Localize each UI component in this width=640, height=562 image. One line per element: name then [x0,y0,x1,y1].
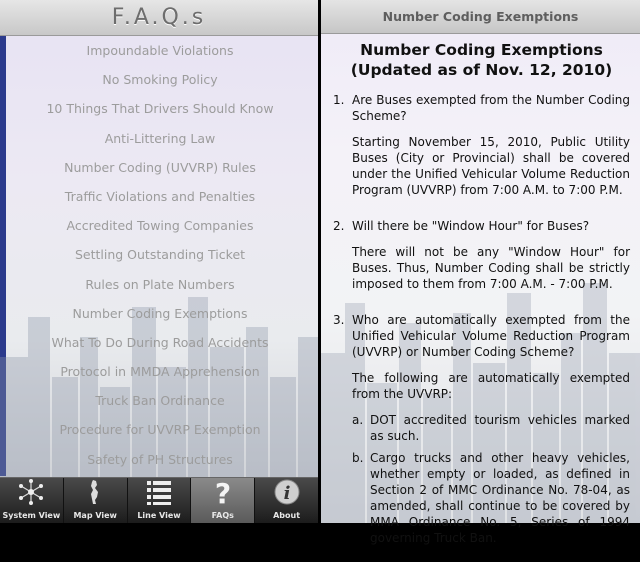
tab-label: System View [2,511,61,520]
faq-list-pane [0,0,318,523]
tab-map-view[interactable] [64,478,128,523]
sub-item-number: a. [352,413,364,427]
article-title: Number Coding Exemptions (Updated as of Nov. 12, 2010) [350,41,613,79]
article-header [321,0,640,34]
faq-header [0,0,318,36]
qa-list [333,92,630,552]
qa-number: 2. [333,219,345,233]
question-text: Will there be "Window Hour" for Buses? [352,219,590,233]
faq-list-item[interactable]: Accredited Towing Companies [66,218,254,234]
article-body [333,40,630,562]
page-title: F.A.Q.s [111,5,207,30]
faq-list-item[interactable]: Number Coding Exemptions [72,305,248,321]
faq-list-item[interactable]: Impoundable Violations [86,43,234,58]
tab-about[interactable] [255,478,318,523]
article-header-title: Number Coding Exemptions [382,9,579,24]
answer-text: The following are automatically exempted from the UVVRP: [352,371,630,401]
faq-list [8,36,312,474]
faq-list-item[interactable]: Procedure for UVVRP Exemption [59,422,261,438]
answer-text: Starting November 15, 2010, Public Utility Buses (City or Provincial) shall be covered under the Unified Vehicular Volume Reduction Program (UVVRP) from 7:00 A.M. to 7:00 P.M. [352,135,630,197]
sub-item [352,412,630,444]
svg-text:i: i [283,483,290,504]
qa-body [352,92,630,208]
bottom-tab-bar [0,477,318,523]
faq-list-item[interactable]: Safety of PH Structures [87,451,233,467]
faq-list-item[interactable]: Protocol in MMDA Apprehension [60,364,260,380]
sub-item-number: b. [352,451,364,465]
info-icon [272,478,302,511]
map-icon [80,478,110,511]
faq-list-item[interactable]: Truck Ban Ordinance [95,393,225,409]
question-text: Who are automatically exempted from the Unified Vehicular Volume Reduction Program (UVVRP) or Number Coding Scheme? [352,313,630,359]
question-text: Are Buses exempted from the Number Coding Scheme? [352,93,630,123]
tab-label: Line View [137,511,181,520]
faq-list-item[interactable]: No Smoking Policy [102,72,218,88]
svg-text:?: ? [214,477,231,510]
list-icon [144,478,174,511]
faq-list-item[interactable]: Traffic Violations and Penalties [64,188,256,204]
qa-body [352,218,630,302]
network-icon [16,478,46,511]
question-icon [208,478,238,511]
faq-list-item[interactable]: Settling Outstanding Ticket [74,247,246,263]
qa-number: 3. [333,313,345,327]
article-pane [321,0,640,545]
faq-list-item[interactable]: Anti-Littering Law [104,130,216,146]
faq-list-item[interactable]: Rules on Plate Numbers [85,276,235,292]
qa-item [333,218,630,302]
faq-list-item[interactable]: What To Do During Road Accidents [51,334,269,350]
qa-body [352,312,630,552]
sub-item [352,450,630,546]
sub-item-text: DOT accredited tourism vehicles marked as such. [370,413,630,443]
sub-item-text: Cargo trucks and other heavy vehicles, whether empty or loaded, as defined in Section 2 of MMC Ordinance No. 78-04, as amended, shall continue to be covered by MMA Ordinance No. 5, Series of 1994 governing Truck Ban. [370,451,630,545]
answer-text: There will not be any "Window Hour" for Buses. Thus, Number Coding shall be strictly imposed to them from 7:00 A.M. - 7:00 P.M. [352,245,630,291]
tab-label: FAQs [211,511,234,520]
qa-item [333,92,630,208]
tab-faqs[interactable] [191,478,255,523]
tab-label: About [273,511,301,520]
faq-list-item[interactable]: 10 Things That Drivers Should Know [46,101,274,117]
tab-system-view[interactable] [0,478,64,523]
qa-item [333,312,630,552]
tab-line-view[interactable] [128,478,192,523]
qa-number: 1. [333,93,345,107]
faq-list-item[interactable]: Number Coding (UVVRP) Rules [64,159,256,175]
tab-label: Map View [73,511,117,520]
